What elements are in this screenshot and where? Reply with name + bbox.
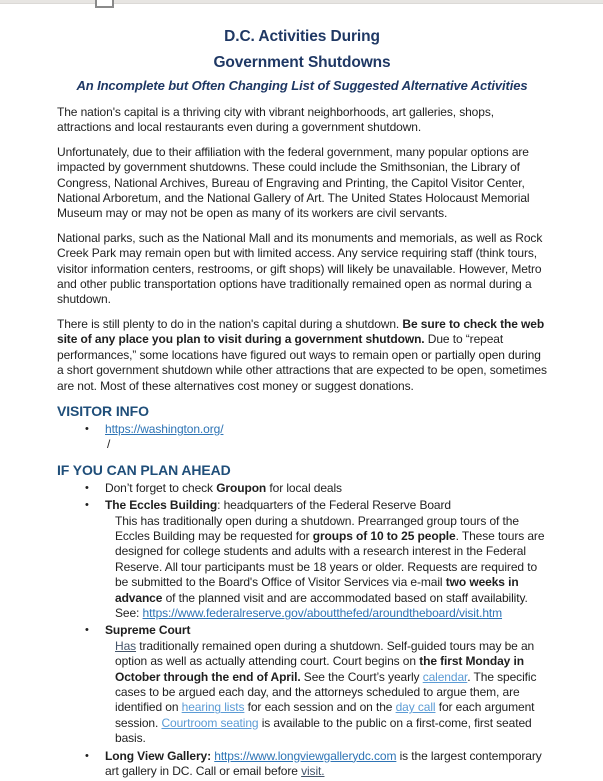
text-run: . These tours are designed for college students and adults with a research interest in the Federal Reserve. All tour participants must be 18 years or older. Requests are required to be submitted to the Board's Office of Visitor Services via e-mail (115, 528, 545, 590)
bullet-text (105, 422, 547, 437)
bullet-marker: • (85, 624, 89, 637)
document-page (57, 20, 547, 781)
text-run: This has traditionally open during a shutdown. Prearranged group tours of the Eccles Building may be requested for (115, 513, 519, 543)
intro-paragraph-2 (57, 145, 547, 222)
text-run: for each argument session. (115, 700, 535, 730)
bullet-marker: • (85, 422, 89, 435)
bullet-text (105, 498, 547, 513)
text-run: The nation's capital is a thriving city with vibrant neighborhoods, art galleries, shops, attractions and local restaurants even during a government shutdown. (57, 105, 494, 135)
supreme-court-detail-paragraph (115, 639, 547, 747)
bold-text-run: the first Monday in October through the end of April. (115, 654, 524, 684)
hyperlink[interactable]: https://washington.org/ (105, 421, 224, 436)
bullet-text (105, 623, 547, 638)
bullet-marker: • (85, 481, 89, 494)
text-run: There is still plenty to do in the nation's capital during a shutdown. (57, 316, 403, 331)
bullet-item-eccles-building (57, 498, 547, 621)
bold-text-run: Groupon (216, 480, 267, 495)
bold-text-run: Long View Gallery: (105, 748, 215, 763)
hyperlink[interactable]: day call (395, 700, 436, 715)
plan-ahead-list (57, 481, 547, 780)
text-run: is available to the public on a first-come, first seated basis. (115, 715, 532, 746)
bullet-marker: • (85, 749, 89, 762)
text-run: of the planned visit and are accommodated based on staff availability. See: (115, 590, 528, 620)
text-run: / (107, 437, 111, 452)
top-edge-strip (0, 0, 603, 4)
intro-paragraph-1 (57, 105, 547, 136)
hyperlink[interactable]: hearing lists (181, 700, 245, 715)
bullet-item-groupon (57, 481, 547, 496)
bold-text-run: The Eccles Building (105, 498, 218, 513)
text-run: : headquarters of the Federal Reserve Board (217, 498, 451, 513)
text-run: . The specific cases to be argued each day, and the attorneys scheduled to argue them, are identified on (115, 669, 537, 715)
wrapped-url-slash (107, 437, 547, 452)
bullet-item-long-view-gallery (57, 749, 547, 780)
hyperlink[interactable]: https://www.longviewgallerydc.com (214, 748, 397, 763)
text-run: traditionally remained open during a shutdown. Self-guided tours may be an option as well as actually attending court. Court begins on (115, 638, 535, 669)
bullet-text (105, 481, 547, 496)
page-title-line-1: D.C. Activities During (224, 28, 380, 45)
page-subtitle: An Incomplete but Often Changing List of Suggested Alternative Activities (76, 78, 528, 93)
hyperlink[interactable]: Has (115, 638, 137, 653)
bold-text-run: Be sure to check the web site of any place you plan to visit during a government shutdown. (57, 316, 545, 347)
visitor-info-list (57, 422, 547, 453)
bold-text-run: Supreme Court (105, 623, 191, 638)
intro-paragraph-4 (57, 317, 547, 394)
text-run: Don’t forget to check (105, 480, 217, 495)
cropped-ui-square (95, 0, 114, 8)
section-heading-visitor-info: VISITOR INFO (57, 402, 149, 419)
text-run: Unfortunately, due to their affiliation with the federal government, many popular options are impacted by government shutdowns. These could include the Smithsonian, the Library of Congress, National Archives, Bureau of Engraving and Printing, the Capitol Visitor Center, National Arboretum, and the National Gallery of Art. The United States Holocaust Memorial Museum may or may not be open as many of its workers are civil servants. (57, 144, 530, 221)
hyperlink[interactable]: https://www.federalreserve.gov/aboutthefed/aroundtheboard/visit.htm (142, 605, 503, 620)
text-run: for each session and on the (244, 700, 396, 715)
intro-paragraph-3 (57, 231, 547, 308)
bold-text-run: groups of 10 to 25 people (312, 528, 456, 543)
text-run: See the Court’s yearly (300, 669, 423, 684)
bullet-item-supreme-court (57, 623, 547, 746)
text-run: Due to “repeat performances,” some locations have figured out ways to remain open or partially open during a short government shutdown while other attractions that are expected to be open, sometimes are not. Most of these alternatives cost money or suggest donations. (57, 332, 547, 393)
text-run: National parks, such as the National Mall and its monuments and memorials, as well as Rock Creek Park may remain open but with limited access. Any service requiring staff (think tours, visitor information centers, restrooms, or gift shops) will likely be unavailable. However, Metro and other public transportation options have traditionally remained open as normal during a shutdown. (57, 230, 543, 307)
bullet-marker: • (85, 499, 89, 512)
bullet-item-washington-link (57, 422, 547, 453)
eccles-detail-paragraph (115, 514, 547, 622)
hyperlink[interactable]: Courtroom seating (161, 715, 259, 730)
text-run: for local deals (266, 480, 342, 495)
hyperlink[interactable]: visit. (301, 764, 325, 779)
page-title-line-2: Government Shutdowns (213, 54, 391, 71)
bullet-text (105, 749, 547, 780)
hyperlink[interactable]: calendar (422, 669, 468, 684)
section-heading-plan-ahead: IF YOU CAN PLAN AHEAD (57, 461, 231, 478)
page-title (57, 24, 547, 76)
bold-text-run: two weeks in advance (115, 575, 519, 605)
text-run: is the largest contemporary art gallery in DC. Call or email before (105, 748, 542, 779)
